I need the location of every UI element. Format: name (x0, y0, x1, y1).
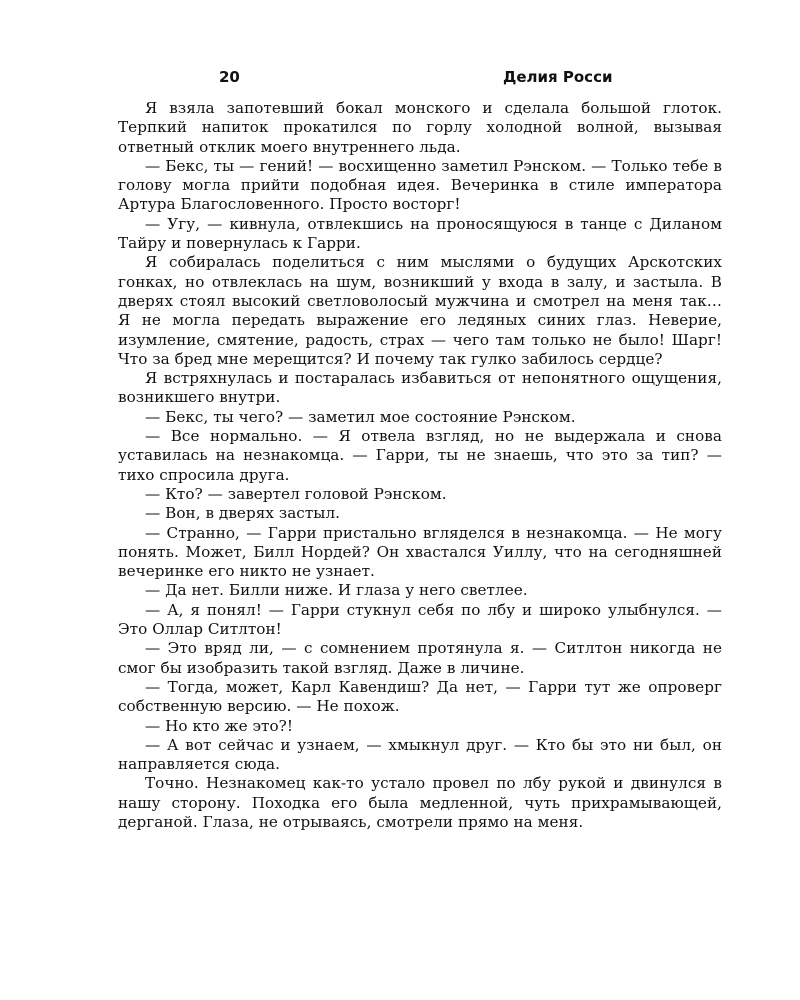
paragraph: Я взяла запотевший бокал монского и сделала большой глоток. Терпкий напиток прокатился по горлу холодной волной, вызывая ответный отклик моего внутреннего льда. (118, 99, 722, 156)
paragraph: — Угу, — кивнула, отвлекшись на проносящуюся в танце с Диланом Тайру и повернулась к Гарри. (118, 214, 722, 253)
page-number: 20 (219, 68, 240, 86)
paragraph: — А вот сейчас и узнаем, — хмыкнул друг. — Кто бы это ни был, он направляется сюда. (118, 735, 722, 774)
running-title: Делия Росси (503, 68, 613, 86)
page-header (118, 68, 722, 90)
paragraph: — Бекс, ты — гений! — восхищенно заметил Рэнском. — Только тебе в голову могла прийти подобная идея. Вечеринка в стиле императора Артура Благословенного. Просто восторг! (118, 156, 722, 214)
paragraph: — Бекс, ты чего? — заметил мое состояние Рэнском. (145, 407, 576, 426)
paragraph: — Все нормально. — Я отвела взгляд, но не выдержала и снова уставилась на незнакомца. — Гарри, ты не знаешь, что это за тип? — тихо спросила друга. (118, 427, 722, 484)
paragraph: — Но кто же это?! (145, 716, 294, 735)
paragraph: — Вон, в дверях застыл. (145, 504, 341, 523)
paragraph: — Тогда, может, Карл Кавендиш? Да нет, — Гарри тут же опроверг собственную версию. — Не похож. (118, 677, 722, 716)
paragraph: Точно. Незнакомец как-то устало провел по лбу рукой и двинулся в нашу сторону. Походка его была медленной, чуть прихрамывающей, дерганой. Глаза, не отрываясь, смотрели прямо на меня. (118, 774, 722, 831)
paragraph: Я собиралась поделиться с ним мыслями о будущих Арскотских гонках, но отвлеклась на шум, возникший у входа в залу, и застыла. В дверях стоял высокий светловолосый мужчина и смотрел на меня так… Я не могла передать выражение его ледяных синих глаз. Неверие, изумление, смятение, радость, страх — чего там только не было! Шарг! Что за бред мне мерещится? И почему так гулко забилось сердце? (118, 253, 722, 368)
paragraph: — Кто? — завертел головой Рэнском. (145, 484, 447, 503)
body-text (118, 99, 722, 832)
book-page (118, 68, 722, 832)
paragraph: Я встряхнулась и постаралась избавиться от непонятного ощущения, возникшего внутри. (118, 369, 722, 407)
paragraph: — Да нет. Билли ниже. И глаза у него светлее. (145, 581, 528, 600)
paragraph: — А, я понял! — Гарри стукнул себя по лбу и широко улыбнулся. — Это Оллар Ситлтон! (118, 600, 722, 639)
paragraph: — Это вряд ли, — с сомнением протянула я. — Ситлтон никогда не смог бы изобразить такой взгляд. Даже в личине. (118, 639, 722, 677)
paragraph: — Странно, — Гарри пристально вгляделся в незнакомца. — Не могу понять. Может, Билл Нордей? Он хвастался Уиллу, что на сегодняшней вечеринке его никто не узнает. (118, 523, 722, 581)
